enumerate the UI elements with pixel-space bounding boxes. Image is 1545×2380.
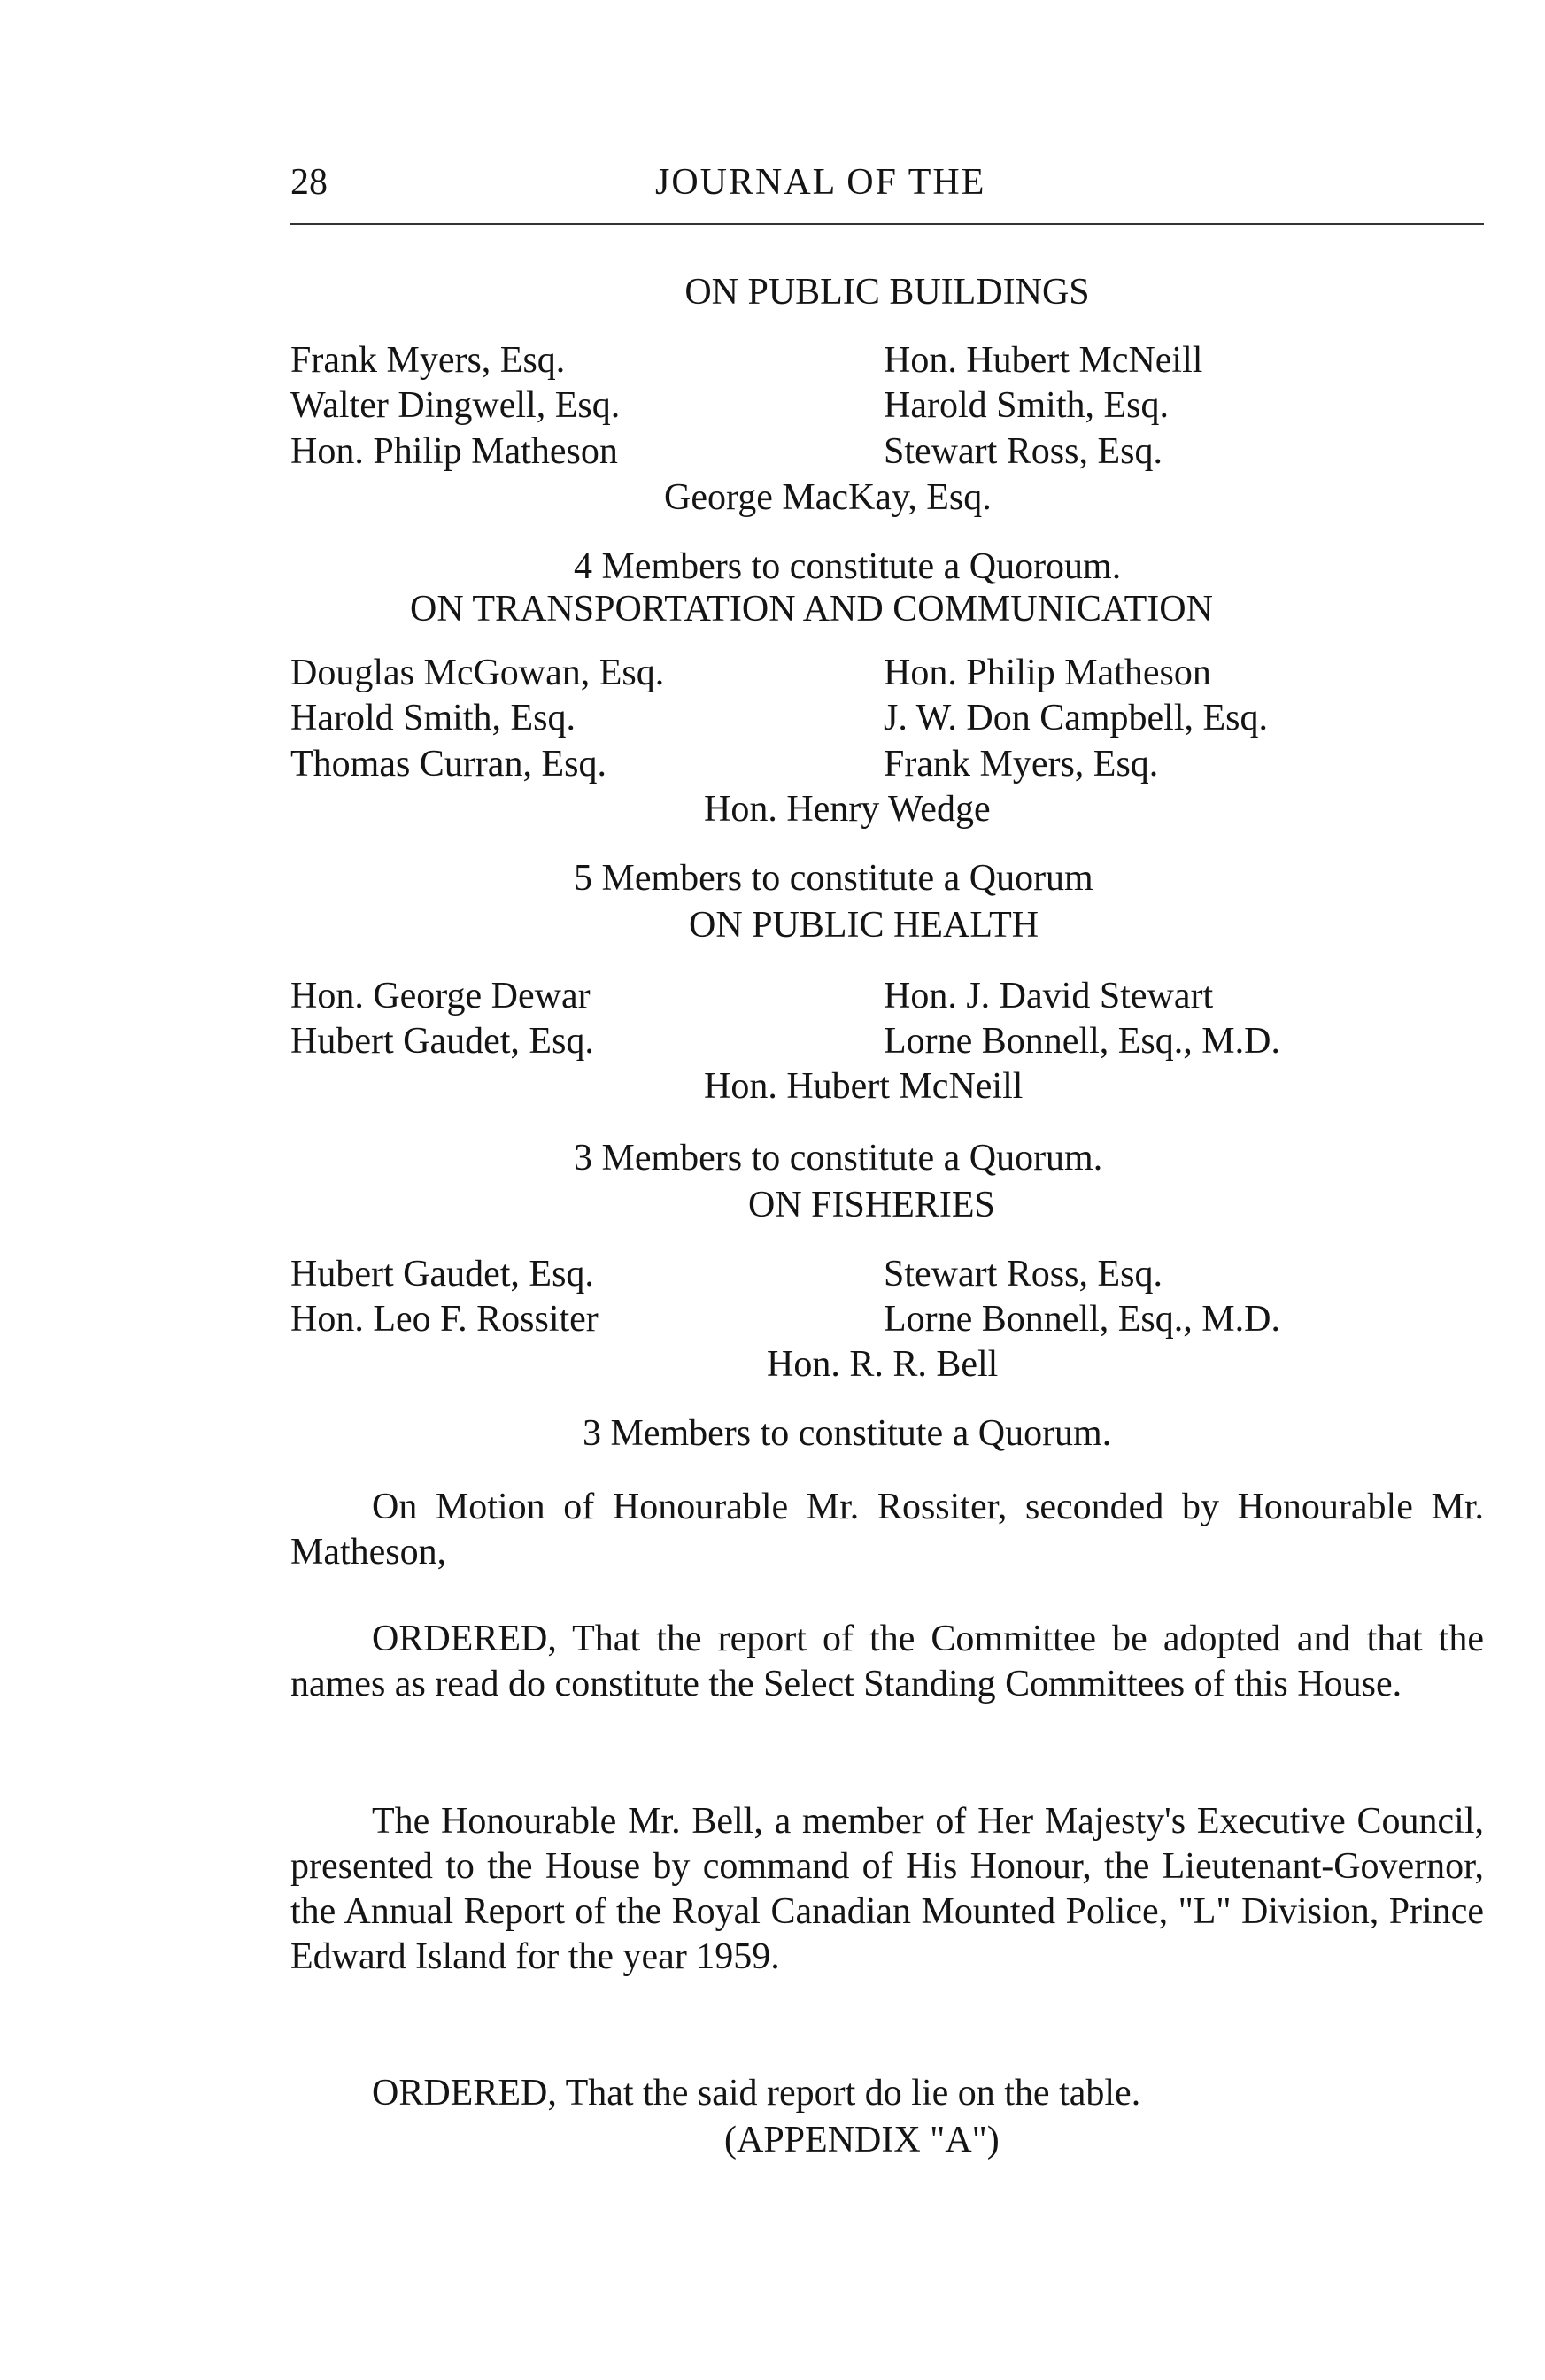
member-name: Hon. Henry Wedge: [704, 789, 991, 830]
ordered-text: ORDERED, That the report of the Committee be adopted and that the names as read do constitute the Select Standing Committees of this House.: [290, 1619, 1484, 1704]
member-name: Hon. Hubert McNeill: [704, 1066, 1024, 1107]
member-name: Harold Smith, Esq.: [884, 385, 1169, 426]
motion-paragraph: [290, 1485, 1484, 1575]
ordered-paragraph: [290, 1617, 1484, 1707]
report-text: The Honourable Mr. Bell, a member of Her Majesty's Executive Council, presented to the House by command of His Honour, the Lieutenant-Governor, the Annual Report of the Royal Canadian Mounted Police, "L" Division, Prince Edward Island for the year 1959.: [290, 1801, 1484, 1977]
member-name: Thomas Curran, Esq.: [290, 744, 606, 784]
member-name: Hon. R. R. Bell: [767, 1344, 999, 1385]
member-name: Lorne Bonnell, Esq., M.D.: [884, 1299, 1280, 1340]
member-name: Hon. Philip Matheson: [884, 653, 1211, 693]
member-name: Hon. Leo F. Rossiter: [290, 1299, 599, 1340]
member-name: Hon. Hubert McNeill: [884, 340, 1203, 381]
committee-title: ON PUBLIC HEALTH: [689, 905, 1039, 946]
member-name: Hon. Philip Matheson: [290, 431, 618, 472]
running-title: JOURNAL OF THE: [655, 162, 986, 203]
member-name: Walter Dingwell, Esq.: [290, 385, 621, 426]
appendix-reference: (APPENDIX "A"): [724, 2120, 1000, 2160]
page-number: 28: [290, 162, 328, 203]
member-name: Hubert Gaudet, Esq.: [290, 1254, 594, 1294]
report-paragraph: [290, 1799, 1484, 1980]
header-rule: [290, 223, 1484, 225]
quorum-note: 3 Members to constitute a Quorum.: [574, 1138, 1103, 1178]
ordered-table-text: ORDERED, That the said report do lie on the table.: [372, 2073, 1141, 2113]
committee-title: ON FISHERIES: [748, 1185, 995, 1225]
member-name: Stewart Ross, Esq.: [884, 1254, 1163, 1294]
member-name: Stewart Ross, Esq.: [884, 431, 1163, 472]
member-name: J. W. Don Campbell, Esq.: [884, 698, 1269, 738]
member-name: Hubert Gaudet, Esq.: [290, 1021, 594, 1062]
committee-title: ON PUBLIC BUILDINGS: [684, 272, 1090, 313]
quorum-note: 3 Members to constitute a Quorum.: [583, 1413, 1112, 1454]
member-name: Hon. J. David Stewart: [884, 976, 1214, 1016]
quorum-note: 5 Members to constitute a Quorum: [574, 858, 1093, 899]
member-name: Frank Myers, Esq.: [290, 340, 566, 381]
member-name: George MacKay, Esq.: [664, 477, 992, 518]
quorum-note: 4 Members to constitute a Quoroum.: [574, 546, 1122, 587]
member-name: Lorne Bonnell, Esq., M.D.: [884, 1021, 1280, 1062]
ordered-table-paragraph: [290, 2071, 1484, 2116]
member-name: Douglas McGowan, Esq.: [290, 653, 665, 693]
motion-text: On Motion of Honourable Mr. Rossiter, seconded by Honourable Mr. Matheson,: [290, 1487, 1484, 1572]
committee-title: ON TRANSPORTATION AND COMMUNICATION: [410, 589, 1213, 630]
page-header: [290, 161, 1484, 214]
member-name: Hon. George Dewar: [290, 976, 591, 1016]
member-name: Frank Myers, Esq.: [884, 744, 1159, 784]
member-name: Harold Smith, Esq.: [290, 698, 576, 738]
